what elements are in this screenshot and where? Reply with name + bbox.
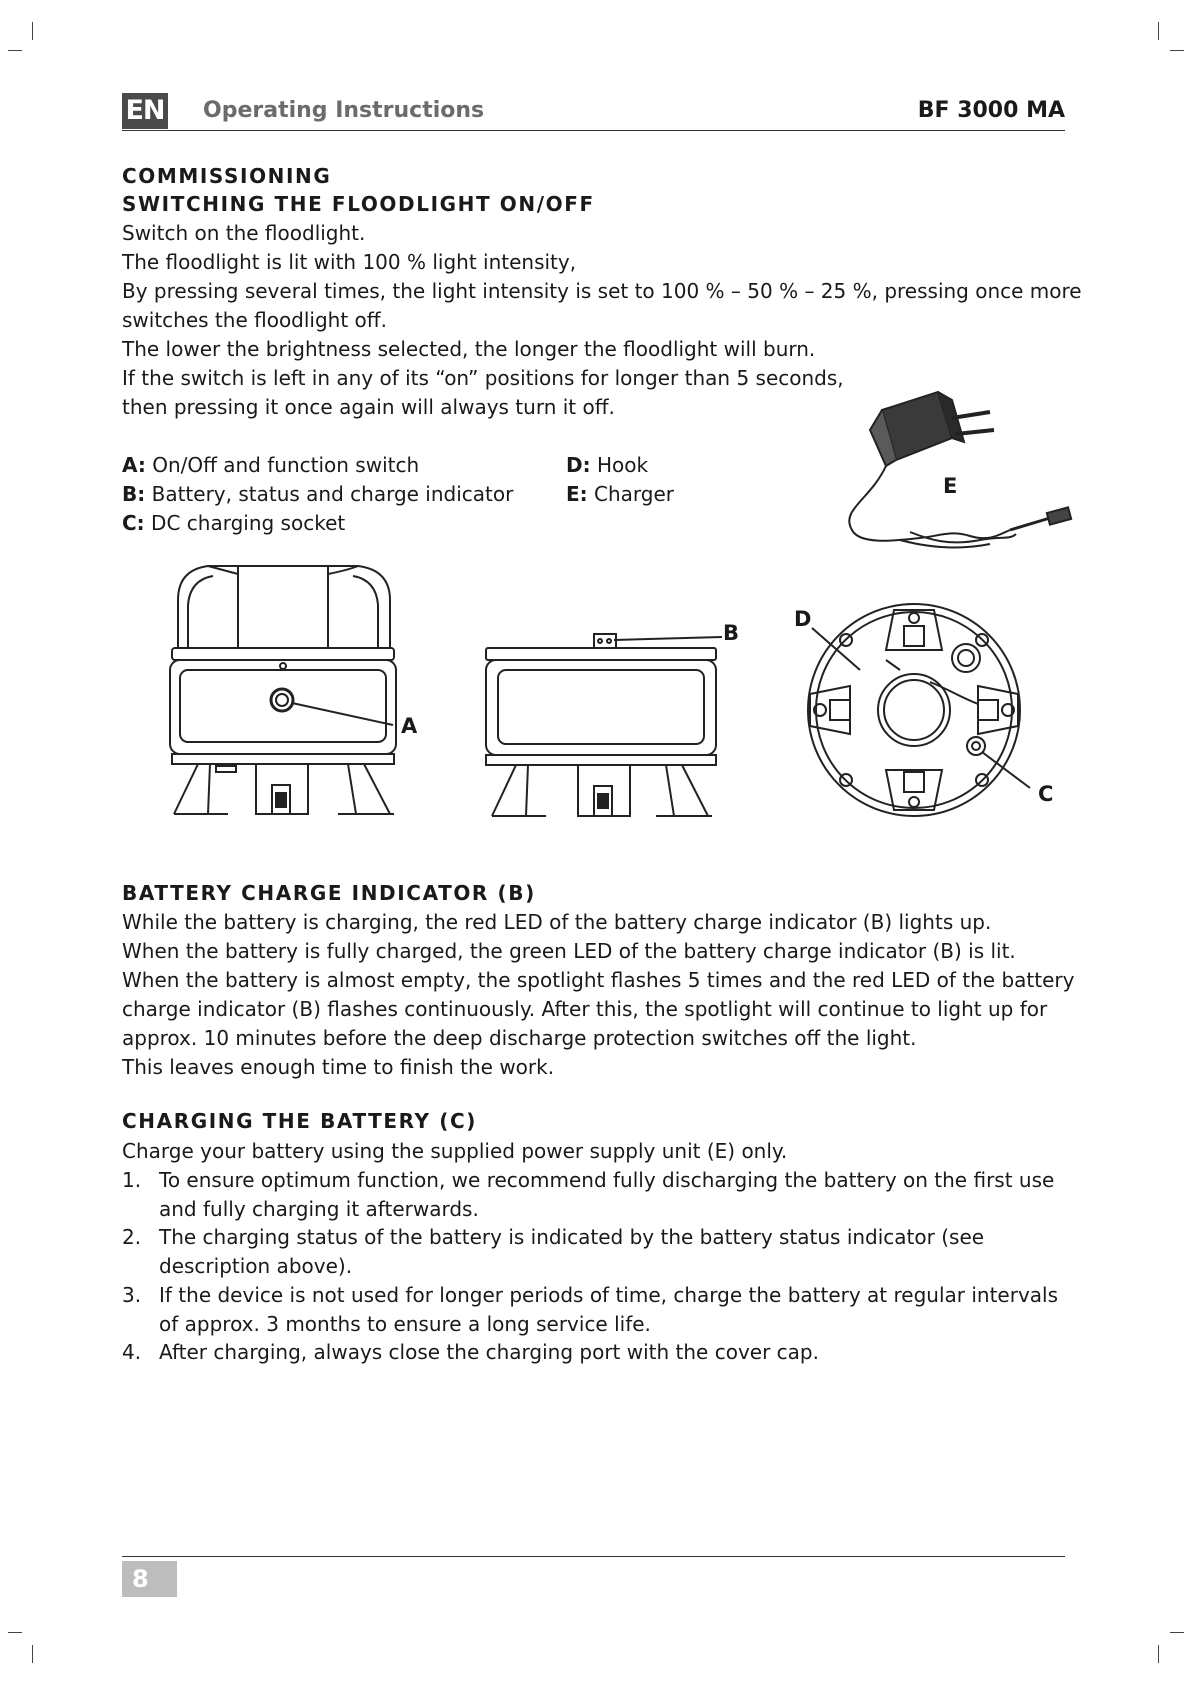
charger-illustration [840, 390, 1080, 570]
figure-label-e: E [943, 474, 958, 498]
legend-left [122, 451, 513, 538]
legend-item: C: DC charging socket [122, 511, 346, 535]
figure-label-d: D [794, 607, 812, 631]
legend-item: D: Hook [566, 453, 649, 477]
battery-indicator-text: While the battery is charging, the red LED of the battery charge indicator (B) lights up. When the battery is fully charged, the green LED of the battery charge indicator (B) is lit. When the battery is almost empty, the spotlight flashes 5 times and the red LED of the battery charge indicator (B) flashes continuously. After this, the spotlight will continue to light up for approx. 10 minutes before the deep discharge protection switches off the light. This leaves enough time to finish the work. [122, 910, 1075, 1079]
charging-steps-list [122, 1166, 1072, 1367]
commissioning-text: Switch on the floodlight. The floodlight is lit with 100 % light intensity, By pressing several times, the light intensity is set to 100 % – 50 % – 25 %, pressing once more switches the floodlight off. The lower the brightness selected, the longer the floodlight will burn. If the switch is left in any of its “on” positions for longer than 5 seconds, then pressing it once again will always turn it off. [122, 221, 1082, 419]
figure-label-a: A [401, 714, 418, 738]
crop-mark [1170, 1632, 1184, 1633]
crop-mark [8, 50, 22, 51]
legend-item: B: Battery, status and charge indicator [122, 482, 514, 506]
floodlight-side-illustration [486, 610, 746, 825]
list-item: 2. The charging status of the battery is indicated by the battery status indicator (see description above). [122, 1225, 985, 1279]
crop-mark [1170, 50, 1184, 51]
page-title: Operating Instructions [203, 98, 485, 123]
model-name: BF 3000 MA [917, 98, 1065, 123]
section-heading-battery-indicator: BATTERY CHARGE INDICATOR (B) [122, 881, 536, 905]
figure-label-b: B [723, 621, 740, 645]
floodlight-bottom-illustration [790, 600, 1080, 820]
list-item: 4. After charging, always close the charging port with the cover cap. [122, 1340, 819, 1365]
footer-divider [122, 1556, 1065, 1557]
crop-mark [1158, 22, 1159, 40]
header-divider [122, 130, 1065, 131]
crop-mark [32, 1645, 33, 1663]
list-item: 3. If the device is not used for longer periods of time, charge the battery at regular intervals of approx. 3 months to ensure a long service life. [122, 1282, 1059, 1336]
page-number: 8 [122, 1561, 177, 1597]
language-badge: EN [122, 93, 168, 129]
crop-mark [8, 1632, 22, 1633]
legend-item: A: On/Off and function switch [122, 453, 420, 477]
section-heading-charging: CHARGING THE BATTERY (C) [122, 1109, 477, 1133]
figure-label-c: C [1038, 782, 1054, 806]
section-heading-commissioning: COMMISSIONING [122, 164, 332, 188]
floodlight-front-illustration [168, 560, 438, 825]
crop-mark [32, 22, 33, 40]
legend-right [566, 451, 674, 509]
crop-mark [1158, 1645, 1159, 1663]
section-heading-switching: SWITCHING THE FLOODLIGHT ON/OFF [122, 192, 595, 216]
list-item: 1. To ensure optimum function, we recommend fully discharging the battery on the first use and fully charging it afterwards. [122, 1168, 1055, 1221]
legend-item: E: Charger [566, 482, 675, 506]
charging-intro: Charge your battery using the supplied power supply unit (E) only. [122, 1139, 788, 1163]
